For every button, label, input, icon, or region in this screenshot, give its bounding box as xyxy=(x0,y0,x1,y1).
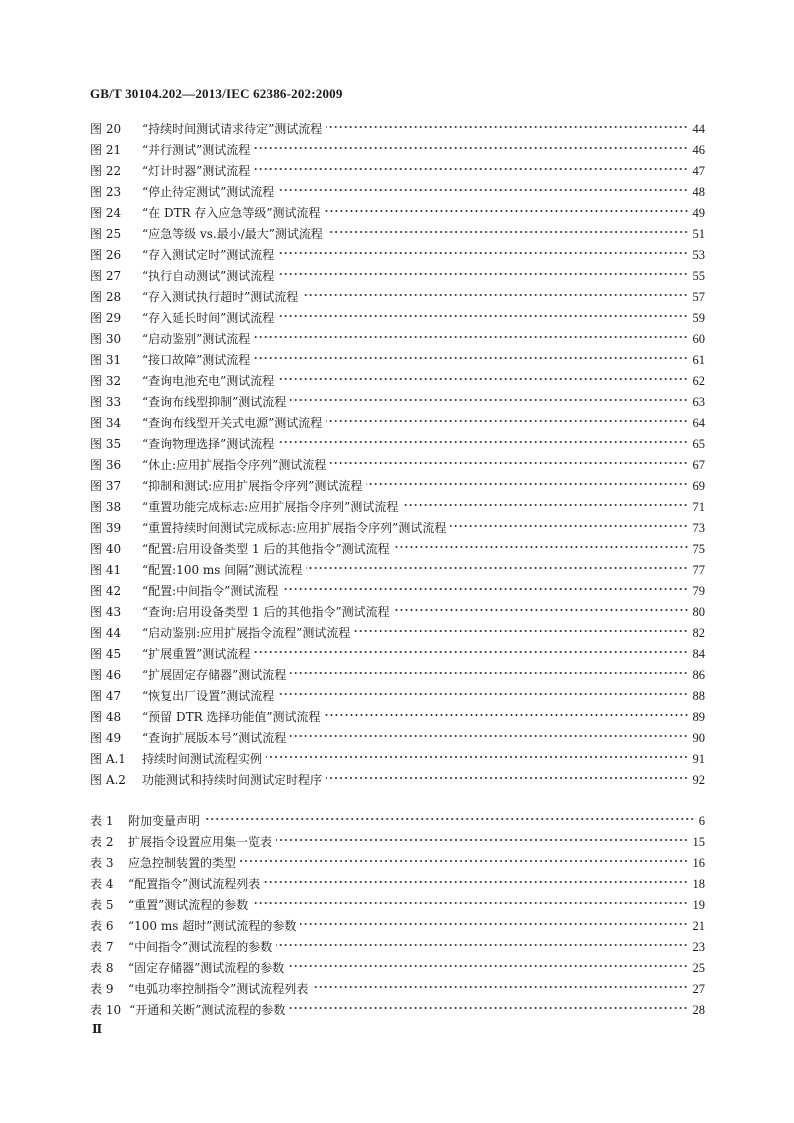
figure-entry-number: 图 31 xyxy=(90,353,122,367)
table-entry[interactable] xyxy=(90,811,705,832)
table-entry-number: 表 10 xyxy=(90,1003,122,1017)
table-entry-page: 16 xyxy=(692,856,705,870)
dot-leader xyxy=(289,1005,688,1011)
dot-leader xyxy=(366,481,688,487)
table-entry-number: 表 4 xyxy=(90,877,114,891)
figure-entry[interactable] xyxy=(90,770,705,791)
table-entry-page: 23 xyxy=(692,940,705,954)
table-list xyxy=(90,811,705,1021)
figure-entry-number: 图 24 xyxy=(90,206,122,220)
figure-entry[interactable] xyxy=(90,602,705,623)
figure-entry[interactable] xyxy=(90,581,705,602)
figure-entry-page: 53 xyxy=(692,248,705,262)
dot-leader xyxy=(240,858,688,864)
figure-entry[interactable] xyxy=(90,518,705,539)
figure-entry-number: 图 42 xyxy=(90,584,122,598)
table-entry-title: 扩展指令设置应用集一览表 xyxy=(128,835,273,849)
table-entry[interactable] xyxy=(90,937,705,958)
figure-entry-title: “启动鉴别:应用扩展指令流程”测试流程 xyxy=(142,626,351,640)
table-entry[interactable] xyxy=(90,832,705,853)
figure-entry-page: 63 xyxy=(692,395,705,409)
table-entry-page: 19 xyxy=(692,898,705,912)
dot-leader xyxy=(326,418,688,424)
figure-entry-number: 图 20 xyxy=(90,122,122,136)
standard-code-header: GB/T 30104.202—2013/IEC 62386-202:2009 xyxy=(90,86,343,101)
figure-entry[interactable] xyxy=(90,476,705,497)
table-entry-title: 附加变量声明 xyxy=(128,814,201,828)
figure-entry-number: 图 28 xyxy=(90,290,122,304)
dot-leader xyxy=(278,271,688,277)
figure-entry-number: 图 25 xyxy=(90,227,122,241)
table-entry[interactable] xyxy=(90,958,705,979)
table-entry-title: 应急控制装置的类型 xyxy=(128,856,237,870)
figure-entry[interactable] xyxy=(90,497,705,518)
figure-entry[interactable] xyxy=(90,560,705,581)
figure-entry-page: 48 xyxy=(692,185,705,199)
figure-entry-number: 图 47 xyxy=(90,689,122,703)
dot-leader xyxy=(254,649,688,655)
dot-leader xyxy=(327,229,689,235)
figure-entry-page: 46 xyxy=(692,143,705,157)
figure-entry-page: 55 xyxy=(692,269,705,283)
figure-entry-number: 图 49 xyxy=(90,731,122,745)
figure-entry-title: “查询布线型开关式电源”测试流程 xyxy=(142,416,323,430)
figure-entry-title: “应急等级 vs.最小/最大”测试流程 xyxy=(142,227,323,241)
figure-entry-title: “查询布线型抑制”测试流程 xyxy=(142,395,287,409)
figure-entry-page: 77 xyxy=(692,563,705,577)
figure-entry[interactable] xyxy=(90,203,705,224)
figure-entry-page: 64 xyxy=(692,416,705,430)
figure-entry-title: “配置:100 ms 间隔”测试流程 xyxy=(142,563,303,577)
figure-entry-number: 图 48 xyxy=(90,710,122,724)
dot-leader xyxy=(450,523,688,529)
figure-entry-number: 图 39 xyxy=(90,521,122,535)
figure-entry-page: 69 xyxy=(692,479,705,493)
table-entry-title: “配置指令”测试流程列表 xyxy=(128,877,261,891)
dot-leader xyxy=(354,628,688,634)
table-entry-title: “重置”测试流程的参数 xyxy=(128,898,249,912)
figure-entry-title: “并行测试”测试流程 xyxy=(142,143,251,157)
dot-leader xyxy=(326,124,688,130)
table-entry[interactable] xyxy=(90,895,705,916)
figure-entry[interactable] xyxy=(90,287,705,308)
figure-entry-title: “在 DTR 存入应急等级”测试流程 xyxy=(142,206,321,220)
figure-entry-title: “持续时间测试请求待定”测试流程 xyxy=(142,122,323,136)
figure-entry-page: 75 xyxy=(692,542,705,556)
figure-entry[interactable] xyxy=(90,308,705,329)
figure-entry-number: 图 A.1 xyxy=(90,752,126,766)
dot-leader xyxy=(252,900,688,906)
page-number: Ⅱ xyxy=(92,1022,103,1036)
table-entry-page: 18 xyxy=(692,877,705,891)
figure-entry-number: 图 26 xyxy=(90,248,122,262)
figure-entry-number: 图 43 xyxy=(90,605,122,619)
dot-leader xyxy=(402,502,688,508)
table-entry-number: 表 6 xyxy=(90,919,114,933)
figure-entry-page: 59 xyxy=(692,311,705,325)
figure-entry-title: 持续时间测试流程实例 xyxy=(142,752,263,766)
dot-leader xyxy=(254,334,688,340)
figure-entry-title: “灯计时器”测试流程 xyxy=(142,164,251,178)
table-entry-title: “中间指令”测试流程的参数 xyxy=(128,940,273,954)
table-entry-number: 表 9 xyxy=(90,982,114,996)
figure-entry-number: 图 46 xyxy=(90,668,122,682)
dot-leader xyxy=(290,733,688,739)
table-entry[interactable] xyxy=(90,1000,705,1021)
figure-entry-title: “执行自动测试”测试流程 xyxy=(142,269,275,283)
figure-entry[interactable] xyxy=(90,539,705,560)
figure-entry-page: 90 xyxy=(692,731,705,745)
dot-leader xyxy=(325,208,689,214)
figure-entry-number: 图 29 xyxy=(90,311,122,325)
table-entry-number: 表 3 xyxy=(90,856,114,870)
figure-entry-page: 67 xyxy=(692,458,705,472)
figure-entry[interactable] xyxy=(90,455,705,476)
figure-entry-title: “扩展重置”测试流程 xyxy=(142,647,251,661)
figure-entry[interactable] xyxy=(90,224,705,245)
dot-leader xyxy=(330,460,688,466)
figure-entry-page: 65 xyxy=(692,437,705,451)
figure-entry[interactable] xyxy=(90,749,705,770)
table-entry-number: 表 7 xyxy=(90,940,114,954)
figure-entry-number: 图 21 xyxy=(90,143,122,157)
figure-entry-number: 图 32 xyxy=(90,374,122,388)
figure-entry-title: 功能测试和持续时间测试定时程序 xyxy=(142,773,323,787)
table-entry[interactable] xyxy=(90,979,705,1000)
figure-entry-title: “停止待定测试”测试流程 xyxy=(142,185,275,199)
dot-leader xyxy=(325,712,689,718)
dot-leader xyxy=(204,816,695,822)
figure-entry-page: 80 xyxy=(692,605,705,619)
figure-entry-page: 44 xyxy=(692,122,705,136)
figure-entry-title: “存入测试定时”测试流程 xyxy=(142,248,275,262)
table-entry[interactable] xyxy=(90,853,705,874)
dot-leader xyxy=(282,586,688,592)
figure-entry-title: “配置:启用设备类型 1 后的其他指令”测试流程 xyxy=(142,542,390,556)
figure-entry[interactable] xyxy=(90,665,705,686)
dot-leader xyxy=(254,166,688,172)
figure-entry-number: 图 A.2 xyxy=(90,773,126,787)
figure-entry-number: 图 22 xyxy=(90,164,122,178)
figure-entry[interactable] xyxy=(90,644,705,665)
dot-leader xyxy=(306,565,688,571)
figure-entry-page: 88 xyxy=(692,689,705,703)
figure-entry-page: 62 xyxy=(692,374,705,388)
figure-entry-number: 图 34 xyxy=(90,416,122,430)
figure-entry-page: 71 xyxy=(692,500,705,514)
figure-entry[interactable] xyxy=(90,350,705,371)
figure-entry[interactable] xyxy=(90,182,705,203)
figure-entry-title: “休止:应用扩展指令序列”测试流程 xyxy=(142,458,327,472)
figure-entry-page: 57 xyxy=(692,290,705,304)
dot-leader xyxy=(278,313,688,319)
figure-entry-number: 图 45 xyxy=(90,647,122,661)
table-entry-number: 表 8 xyxy=(90,961,114,975)
dot-leader xyxy=(312,984,688,990)
table-entry[interactable] xyxy=(90,874,705,895)
dot-leader xyxy=(254,145,688,151)
dot-leader xyxy=(276,837,688,843)
dot-leader xyxy=(278,691,688,697)
figure-entry-title: “重置功能完成标志:应用扩展指令序列”测试流程 xyxy=(142,500,399,514)
dot-leader xyxy=(278,439,688,445)
figure-entry-number: 图 37 xyxy=(90,479,122,493)
figure-entry[interactable] xyxy=(90,728,705,749)
figure-entry[interactable] xyxy=(90,161,705,182)
figure-entry[interactable] xyxy=(90,707,705,728)
table-entry-page: 25 xyxy=(692,961,705,975)
figure-entry[interactable] xyxy=(90,392,705,413)
figure-entry-title: “扩展固定存储器”测试流程 xyxy=(142,668,287,682)
figure-entry-page: 82 xyxy=(692,626,705,640)
figure-entry-number: 图 27 xyxy=(90,269,122,283)
figure-entry[interactable] xyxy=(90,686,705,707)
figure-entry-number: 图 38 xyxy=(90,500,122,514)
figure-list xyxy=(90,119,705,791)
figure-entry-page: 61 xyxy=(692,353,705,367)
dot-leader xyxy=(278,376,688,382)
figure-entry-page: 91 xyxy=(692,752,705,766)
figure-entry-title: “启动鉴别”测试流程 xyxy=(142,332,251,346)
dot-leader xyxy=(290,670,688,676)
figure-entry-number: 图 33 xyxy=(90,395,122,409)
figure-entry-number: 图 44 xyxy=(90,626,122,640)
table-entry-title: “开通和关断”测试流程的参数 xyxy=(129,1003,286,1017)
table-entry-page: 15 xyxy=(692,835,705,849)
figure-entry-title: “重置持续时间测试完成标志:应用扩展指令序列”测试流程 xyxy=(142,521,447,535)
table-entry-title: “电弧功率控制指令”测试流程列表 xyxy=(128,982,309,996)
table-entry-page: 21 xyxy=(692,919,705,933)
dot-leader xyxy=(394,607,689,613)
figure-entry-page: 51 xyxy=(692,227,705,241)
figure-entry-title: “抑制和测试:应用扩展指令序列”测试流程 xyxy=(142,479,363,493)
figure-entry-title: “存入延长时间”测试流程 xyxy=(142,311,275,325)
figure-entry-title: “查询扩展版本号”测试流程 xyxy=(142,731,287,745)
table-entry[interactable] xyxy=(90,916,705,937)
figure-entry[interactable] xyxy=(90,434,705,455)
table-entry-page: 6 xyxy=(698,814,705,828)
dot-leader xyxy=(288,963,688,969)
figure-entry-title: “恢复出厂设置”测试流程 xyxy=(142,689,275,703)
figure-entry[interactable] xyxy=(90,623,705,644)
figure-entry-number: 图 35 xyxy=(90,437,122,451)
figure-entry-title: “配置:中间指令”测试流程 xyxy=(142,584,279,598)
figure-entry-page: 84 xyxy=(692,647,705,661)
figure-entry-number: 图 41 xyxy=(90,563,122,577)
figure-entry-number: 图 36 xyxy=(90,458,122,472)
table-entry-number: 表 1 xyxy=(90,814,114,828)
figure-entry-page: 79 xyxy=(692,584,705,598)
dot-leader xyxy=(290,397,688,403)
figure-entry[interactable] xyxy=(90,329,705,350)
figure-entry-title: “接口故障”测试流程 xyxy=(142,353,251,367)
dot-leader xyxy=(326,775,688,781)
figure-entry-number: 图 23 xyxy=(90,185,122,199)
table-entry-title: “固定存储器”测试流程的参数 xyxy=(128,961,285,975)
figure-entry-number: 图 40 xyxy=(90,542,122,556)
figure-entry[interactable] xyxy=(90,413,705,434)
figure-entry[interactable] xyxy=(90,371,705,392)
table-entry-number: 表 5 xyxy=(90,898,114,912)
figure-entry-title: “存入测试执行超时”测试流程 xyxy=(142,290,299,304)
table-entry-title: “100 ms 超时”测试流程的参数 xyxy=(128,919,297,933)
figure-entry-title: “预留 DTR 选择功能值”测试流程 xyxy=(142,710,321,724)
figure-entry-page: 47 xyxy=(692,164,705,178)
figure-entry-page: 60 xyxy=(692,332,705,346)
table-entry-page: 28 xyxy=(692,1003,705,1017)
dot-leader xyxy=(264,879,688,885)
dot-leader xyxy=(302,292,688,298)
dot-leader xyxy=(278,187,688,193)
figure-entry[interactable] xyxy=(90,119,705,140)
figure-entry-title: “查询电池充电”测试流程 xyxy=(142,374,275,388)
figure-entry[interactable] xyxy=(90,245,705,266)
dot-leader xyxy=(266,754,688,760)
table-entry-page: 27 xyxy=(692,982,705,996)
dot-leader xyxy=(254,355,688,361)
dot-leader xyxy=(278,250,688,256)
figure-entry-page: 49 xyxy=(692,206,705,220)
figure-entry-title: “查询:启用设备类型 1 后的其他指令”测试流程 xyxy=(142,605,390,619)
dot-leader xyxy=(300,921,688,927)
figure-entry-title: “查询物理选择”测试流程 xyxy=(142,437,275,451)
dot-leader xyxy=(394,544,689,550)
figure-entry[interactable] xyxy=(90,266,705,287)
figure-entry-number: 图 30 xyxy=(90,332,122,346)
dot-leader xyxy=(276,942,688,948)
figure-entry[interactable] xyxy=(90,140,705,161)
table-entry-number: 表 2 xyxy=(90,835,114,849)
figure-entry-page: 86 xyxy=(692,668,705,682)
figure-entry-page: 89 xyxy=(692,710,705,724)
figure-entry-page: 92 xyxy=(692,773,705,787)
figure-entry-page: 73 xyxy=(692,521,705,535)
